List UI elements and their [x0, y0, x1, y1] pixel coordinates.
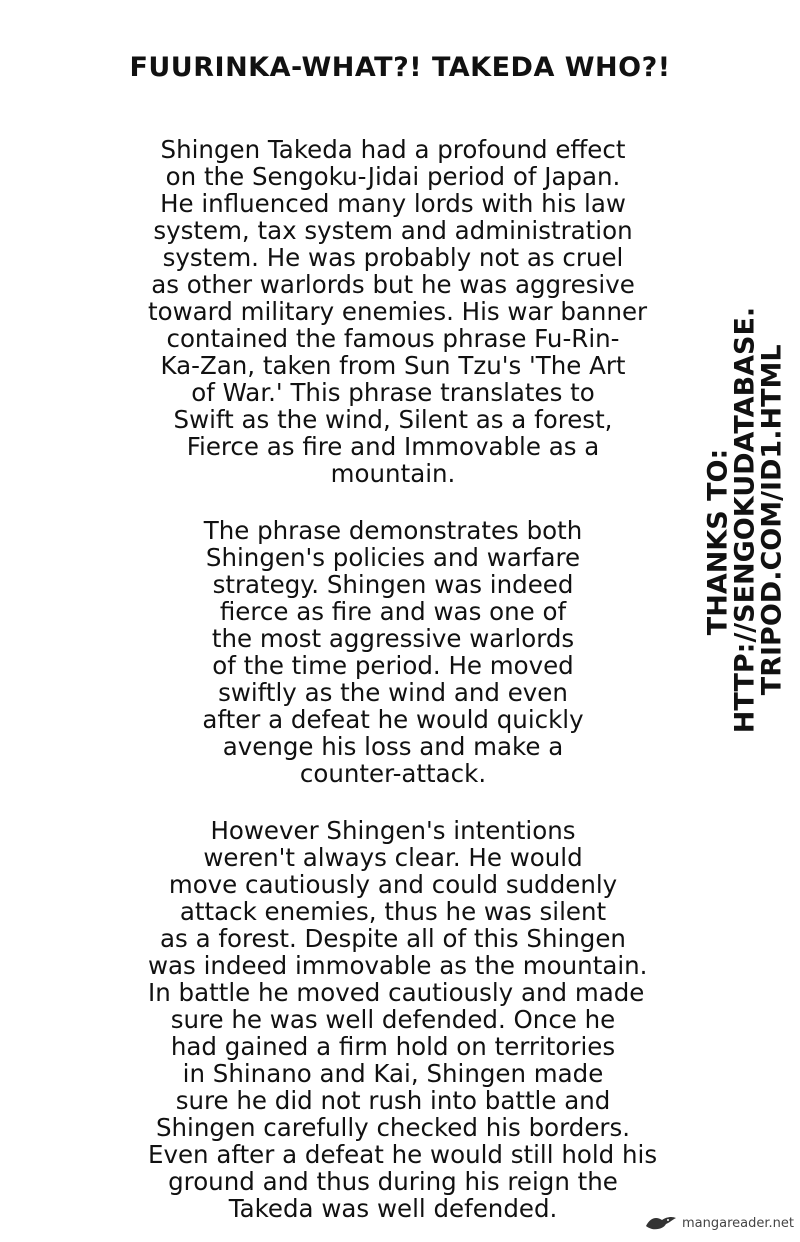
text-line: In battle he moved cautiously and made: [148, 978, 645, 1007]
text-line: system. He was probably not as cruel: [162, 243, 624, 272]
text-line: Shingen Takeda had a profound effect: [160, 135, 626, 164]
text-line: move cautiously and could suddenly: [168, 870, 618, 899]
paragraph: [148, 517, 638, 787]
text-line: Fierce as fire and Immovable as a: [186, 432, 600, 461]
watermark-text: mangareader.net: [682, 1215, 794, 1231]
source-credit-text: [702, 306, 788, 734]
text-line: of the time period. He moved: [212, 651, 574, 680]
text-line: fierce as fire and was one of: [219, 597, 567, 626]
text-line: sure he did not rush into battle and: [175, 1086, 611, 1115]
text-line: counter-attack.: [299, 759, 487, 788]
text-line: system, tax system and administration: [153, 216, 633, 245]
watermark: [644, 1214, 794, 1232]
text-line: avenge his loss and make a: [222, 732, 564, 761]
text-line: Swift as the wind, Silent as a forest,: [173, 405, 613, 434]
text-line: contained the famous phrase Fu-Rin-: [166, 324, 620, 353]
text-line: sure he was well defended. Once he: [170, 1005, 616, 1034]
text-line: the most aggressive warlords: [211, 624, 575, 653]
credit-line: TRIPOD.COM/ID1.HTML: [756, 344, 788, 696]
text-line: weren't always clear. He would: [203, 843, 583, 872]
paragraph: [148, 816, 658, 1223]
text-line: The phrase demonstrates both: [203, 516, 583, 545]
text-line: as a forest. Despite all of this Shingen: [160, 924, 626, 953]
text-line: of War.' This phrase translates to: [191, 378, 595, 407]
text-line: had gained a firm hold on territories: [170, 1032, 616, 1061]
text-line: He influenced many lords with his law: [160, 189, 626, 218]
text-line: ground and thus during his reign the: [168, 1167, 618, 1196]
text-line: toward military enemies. His war banner: [148, 297, 648, 326]
text-line: as other warlords but he was aggresive: [151, 270, 635, 299]
credit-line: THANKS TO:: [702, 448, 734, 636]
text-line: mountain.: [330, 459, 456, 488]
credit-line: HTTP://SENGOKUDATABASE.: [729, 306, 761, 734]
text-line: strategy. Shingen was indeed: [212, 570, 574, 599]
text-line: on the Sengoku-Jidai period of Japan.: [165, 162, 621, 191]
text-line: However Shingen's intentions: [210, 816, 576, 845]
article-body: [148, 135, 658, 1223]
text-line: Shingen's policies and warfare: [205, 543, 581, 572]
text-line: after a defeat he would quickly: [202, 705, 584, 734]
text-line: in Shinano and Kai, Shingen made: [182, 1059, 604, 1088]
text-line: Even after a defeat he would still hold his: [148, 1140, 658, 1169]
text-line: was indeed immovable as the mountain.: [148, 951, 648, 980]
text-line: attack enemies, thus he was silent: [179, 897, 607, 926]
text-line: Shingen carefully checked his borders.: [155, 1113, 631, 1142]
bird-logo-icon: [644, 1214, 678, 1232]
text-line: Takeda was well defended.: [228, 1194, 558, 1223]
page-title: FUURINKA-WHAT?! TAKEDA WHO?!: [129, 52, 671, 83]
text-line: Ka-Zan, taken from Sun Tzu's 'The Art: [160, 351, 626, 380]
text-line: swiftly as the wind and even: [218, 678, 568, 707]
paragraph: [148, 135, 648, 488]
